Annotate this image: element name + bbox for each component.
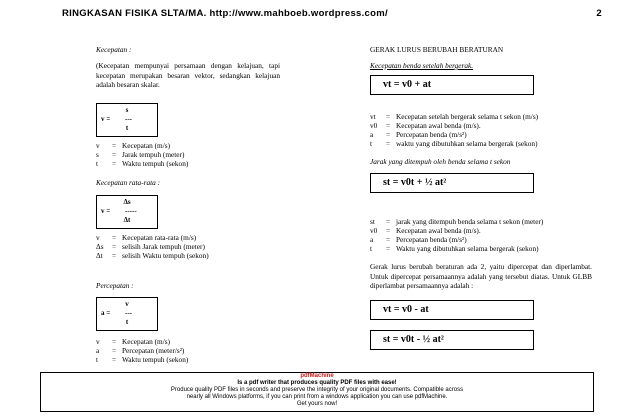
acceleration-formula-box <box>96 297 158 331</box>
header-title: RINGKASAN FISIKA SLTA/MA. http://www.mahboeb.wordpress.com/ <box>62 8 388 19</box>
formula-denominator: Δt <box>123 216 131 224</box>
def-row: t = waktu yang dibutuhkan selama bergerak (sekon) <box>370 139 538 148</box>
def-row: a = Percepatan benda (m/s²) <box>370 235 467 244</box>
glbb-heading: GERAK LURUS BERUBAH BERATURAN <box>370 45 504 54</box>
kecepatan-text: (Kecepatan mempunyai persamaan dengan kelajuan, tapi kecepatan merupakan besaran vektor, sedangkan kelajuan adalah besaran skalar. <box>96 61 280 89</box>
formula-bar: --- <box>125 309 132 317</box>
formula-lhs: a = <box>101 309 111 317</box>
formula-lhs: v = <box>101 115 111 123</box>
st-decel-equation-box: st = v0t - ½ at² <box>370 330 534 350</box>
footer-brand: pdfMachine <box>300 373 334 379</box>
st-heading: Jarak yang ditempuh oleh benda selama t sekon <box>370 157 511 166</box>
st-equation-box: st = v0t + ½ at² <box>370 173 534 193</box>
formula-numerator: Δs <box>123 198 131 206</box>
vt-decel-equation-box: vt = v0 - at <box>370 300 534 320</box>
vt-equation-box: vt = v0 + at <box>370 75 534 95</box>
page-number: 2 <box>596 8 602 19</box>
formula-bar: --- <box>125 115 132 123</box>
def-row: Δs = selisih Jarak tempuh (meter) <box>96 242 205 251</box>
def-row: st = jarak yang ditempuh benda selama t sekon (meter) <box>370 217 544 226</box>
footer-line: nearly all Windows platforms, if you can print from a windows application you can use pdfMachine. <box>186 394 448 400</box>
formula-numerator: s <box>125 106 129 114</box>
def-row: t = Waktu tempuh (sekon) <box>96 159 189 168</box>
def-row: vt = Kecepatan setelah bergerak selama t sekon (m/s) <box>370 112 539 121</box>
def-row: a = Percepatan (meter/s²) <box>96 346 185 355</box>
formula-bar: ----- <box>125 207 137 215</box>
formula-denominator: t <box>125 318 129 326</box>
def-row: s = Jarak tempuh (meter) <box>96 150 185 159</box>
formula-denominator: t <box>125 124 129 132</box>
formula-lhs: v = <box>101 207 111 215</box>
def-row: v = Kecepatan (m/s) <box>96 141 171 150</box>
percepatan-heading: Percepatan : <box>96 281 134 290</box>
glbb-paragraph: Gerak lurus berubah beraturan ada 2, yaitu dipercepat dan diperlambat. Untuk dipercepat persamaannya adalah yang tersebut diatas. Untuk GLBB diperlambat persamaannya adalah : <box>370 262 592 290</box>
def-row: v = Kecepatan rata-rata (m/s) <box>96 233 197 242</box>
velocity-formula-box <box>96 103 158 137</box>
kecepatan-heading: Kecepatan : <box>96 45 132 54</box>
vt-heading: Kecepatan benda setelah bergerak. <box>370 61 474 70</box>
average-velocity-formula-box <box>96 195 158 229</box>
pdfmachine-footer <box>40 372 594 412</box>
def-row: Δt = selisih Waktu tempuh (sekon) <box>96 251 209 260</box>
footer-line: Get yours now! <box>296 401 338 407</box>
def-row: t = Waktu tempuh (sekon) <box>96 355 189 364</box>
rata-rata-heading: Kecepatan rata-rata : <box>96 178 161 187</box>
def-row: v0 = Kecepatan awal benda (m/s). <box>370 226 481 235</box>
footer-line: Produce quality PDF files in seconds and preserve the integrity of your original documents. Compatible across <box>170 387 464 393</box>
def-row: v = Kecepatan (m/s) <box>96 337 171 346</box>
footer-tagline: Is a pdf writer that produces quality PDF files with ease! <box>237 380 397 386</box>
def-row: v0 = Kecepatan awal benda (m/s). <box>370 121 481 130</box>
page-header <box>62 8 602 19</box>
def-row: t = Waktu yang dibutuhkan selama bergerak (sekon) <box>370 244 539 253</box>
formula-numerator: v <box>125 300 129 308</box>
def-row: a = Percepatan benda (m/s²) <box>370 130 467 139</box>
